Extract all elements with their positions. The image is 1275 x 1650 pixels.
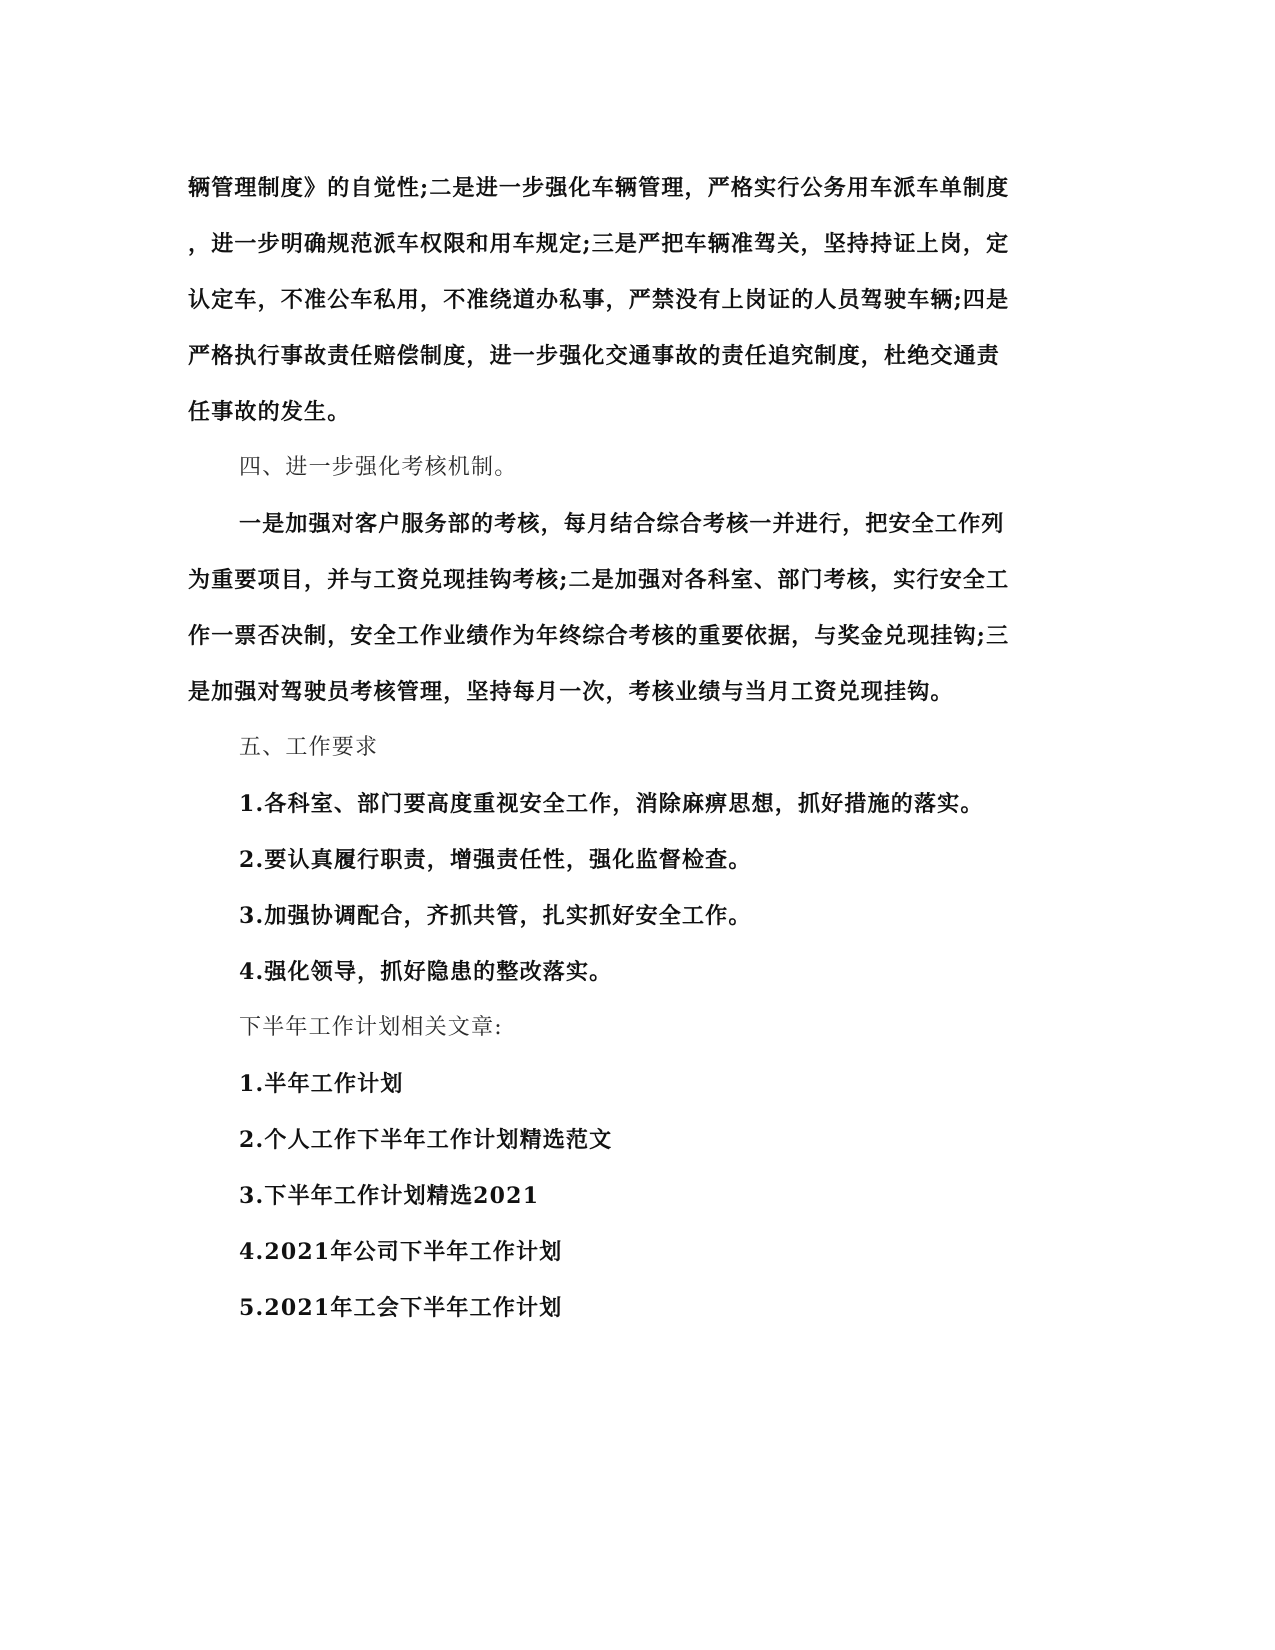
list-item: 2.个人工作下半年工作计划精选范文 [239,1127,613,1153]
list-item: 1.半年工作计划 [239,1071,404,1097]
text-line: ，进一步明确规范派车权限和用车规定;三是严把车辆准驾关，坚持持证上岗，定 [188,231,1010,257]
list-item: 4.2021年公司下半年工作计划 [239,1239,563,1265]
list-item: 4.强化领导，抓好隐患的整改落实。 [239,959,613,985]
section-four-heading: 四、进一步强化考核机制。 [239,455,518,480]
text-line: 为重要项目，并与工资兑现挂钩考核;二是加强对各科室、部门考核，实行安全工 [188,567,1010,593]
list-item: 5.2021年工会下半年工作计划 [239,1295,563,1321]
list-item: 3.下半年工作计划精选2021 [239,1183,540,1209]
text-line: 严格执行事故责任赔偿制度，进一步强化交通事故的责任追究制度，杜绝交通责 [188,343,1001,369]
list-item: 2.要认真履行职责，增强责任性，强化监督检查。 [239,847,752,873]
section-five-heading: 五、工作要求 [239,735,379,760]
list-item: 3.加强协调配合，齐抓共管，扎实抓好安全工作。 [239,903,752,929]
text-line: 一是加强对客户服务部的考核，每月结合综合考核一并进行，把安全工作列 [239,511,1005,537]
text-line: 是加强对驾驶员考核管理，坚持每月一次，考核业绩与当月工资兑现挂钩。 [188,679,954,705]
text-line: 任事故的发生。 [188,399,351,425]
text-line: 认定车，不准公车私用，不准绕道办私事，严禁没有上岗证的人员驾驶车辆;四是 [188,287,1010,313]
list-item: 1.各科室、部门要高度重视安全工作，消除麻痹思想，抓好措施的落实。 [239,791,984,817]
related-articles-heading: 下半年工作计划相关文章: [239,1015,503,1040]
text-line: 作一票否决制，安全工作业绩作为年终综合考核的重要依据，与奖金兑现挂钩;三 [188,623,1010,649]
text-line: 辆管理制度》的自觉性;二是进一步强化车辆管理，严格实行公务用车派车单制度 [188,175,1010,201]
